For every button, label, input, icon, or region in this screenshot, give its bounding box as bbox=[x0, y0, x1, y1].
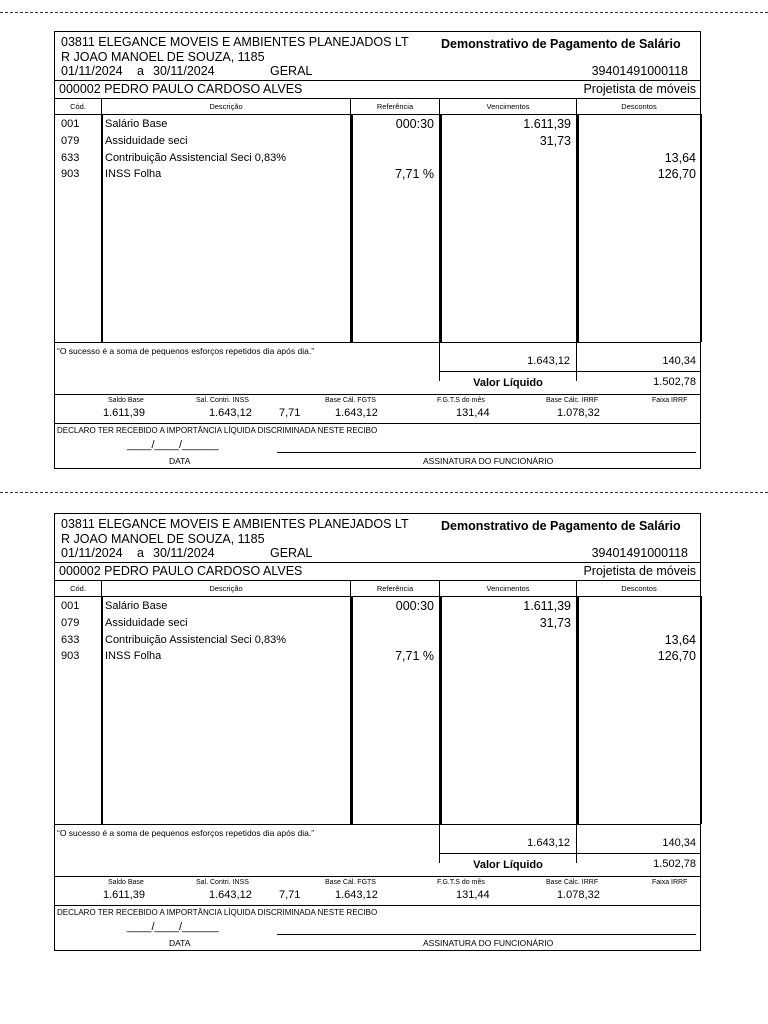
item-ref: 7,71 % bbox=[395, 649, 434, 663]
payroll-category: GERAL bbox=[270, 546, 313, 560]
company-address: R JOAO MANOEL DE SOUZA, 1185 bbox=[61, 532, 265, 546]
period-end: 30/11/2024 bbox=[153, 546, 215, 560]
signature-label: ASSINATURA DO FUNCIONÁRIO bbox=[423, 938, 554, 948]
date-blank: ____/____/______ bbox=[127, 921, 219, 933]
item-venc: 31,73 bbox=[539, 134, 571, 148]
item-cod: 001 bbox=[61, 600, 80, 612]
payslip bbox=[54, 31, 701, 469]
salario-base-value: 1.611,39 bbox=[103, 407, 146, 419]
faixa-irrf-label: Faixa IRRF bbox=[652, 397, 688, 404]
period-start: 01/11/2024 bbox=[61, 64, 123, 78]
item-desc: Contribuição Assistencial Seci 0,83% bbox=[105, 634, 286, 646]
period-start: 01/11/2024 bbox=[61, 546, 123, 560]
fgts-mes-value: 131,44 bbox=[456, 407, 490, 419]
col-header-descontos: Descontos bbox=[621, 102, 657, 111]
base-irrf-value: 1.078,32 bbox=[557, 889, 600, 901]
base-fgts-value: 1.643,12 bbox=[335, 407, 378, 419]
item-desc: INSS Folha bbox=[105, 168, 162, 180]
inss-rate-value: 7,71 bbox=[279, 407, 301, 419]
sal-contr-inss-value: 1.643,12 bbox=[209, 407, 252, 419]
item-desc: INSS Folha bbox=[105, 650, 162, 662]
footer-message: “O sucesso é a soma de pequenos esforços repetidos dia após dia.” bbox=[57, 346, 315, 356]
item-venc: 31,73 bbox=[539, 616, 571, 630]
item-cod: 633 bbox=[61, 634, 80, 646]
declaration-text: DECLARO TER RECEBIDO A IMPORTÂNCIA LÍQUIDA DISCRIMINADA NESTE RECIBO bbox=[57, 908, 378, 917]
valor-liquido: 1.502,78 bbox=[653, 376, 696, 388]
company-name: 03811 ELEGANCE MOVEIS E AMBIENTES PLANEJADOS LT bbox=[61, 35, 409, 49]
cut-line-top bbox=[0, 12, 768, 13]
company-cnpj: 39401491000118 bbox=[591, 64, 688, 78]
date-label: DATA bbox=[169, 456, 191, 466]
date-blank: ____/____/______ bbox=[127, 439, 219, 451]
employee-role: Projetista de móveis bbox=[583, 564, 696, 578]
item-desc: Contribuição Assistencial Seci 0,83% bbox=[105, 152, 286, 164]
company-address: R JOAO MANOEL DE SOUZA, 1185 bbox=[61, 50, 265, 64]
item-desconto: 13,64 bbox=[664, 633, 696, 647]
employee-name: 000002 PEDRO PAULO CARDOSO ALVES bbox=[59, 564, 303, 578]
item-venc: 1.611,39 bbox=[523, 117, 571, 131]
salario-base-value: 1.611,39 bbox=[103, 889, 146, 901]
sal-contr-inss-label: Sal. Contri. INSS bbox=[196, 879, 249, 886]
valor-liquido-label: Valor Líquido bbox=[473, 859, 543, 871]
item-desc: Salário Base bbox=[105, 600, 168, 612]
date-label: DATA bbox=[169, 938, 191, 948]
item-desc: Salário Base bbox=[105, 118, 168, 130]
signature-label: ASSINATURA DO FUNCIONÁRIO bbox=[423, 456, 554, 466]
employee-name: 000002 PEDRO PAULO CARDOSO ALVES bbox=[59, 82, 303, 96]
valor-liquido-label: Valor Líquido bbox=[473, 377, 543, 389]
company-name: 03811 ELEGANCE MOVEIS E AMBIENTES PLANEJADOS LT bbox=[61, 517, 409, 531]
item-desconto: 13,64 bbox=[664, 151, 696, 165]
total-vencimentos: 1.643,12 bbox=[527, 355, 570, 367]
item-ref: 000:30 bbox=[395, 117, 434, 131]
col-header-cod: Cód. bbox=[70, 584, 86, 593]
col-header-vencimentos: Vencimentos bbox=[486, 102, 530, 111]
item-cod: 079 bbox=[61, 135, 80, 147]
col-header-descricao: Descrição bbox=[209, 102, 243, 111]
cut-line-middle bbox=[0, 492, 768, 493]
col-header-descontos: Descontos bbox=[621, 584, 657, 593]
fgts-mes-label: F.G.T.S do mês bbox=[437, 397, 485, 404]
col-header-referencia: Referência bbox=[376, 102, 414, 111]
item-cod: 001 bbox=[61, 118, 80, 130]
item-desconto: 126,70 bbox=[657, 167, 696, 181]
valor-liquido: 1.502,78 bbox=[653, 858, 696, 870]
period-separator: a bbox=[137, 546, 144, 560]
inss-rate-value: 7,71 bbox=[279, 889, 301, 901]
col-header-cod: Cód. bbox=[70, 102, 86, 111]
sal-contr-inss-label: Sal. Contri. INSS bbox=[196, 397, 249, 404]
item-desc: Assiduidade seci bbox=[105, 135, 188, 147]
sal-contr-inss-value: 1.643,12 bbox=[209, 889, 252, 901]
doc-title: Demonstrativo de Pagamento de Salário bbox=[441, 519, 681, 533]
employee-role: Projetista de móveis bbox=[583, 82, 696, 96]
payslip bbox=[54, 513, 701, 951]
item-desconto: 126,70 bbox=[657, 649, 696, 663]
company-cnpj: 39401491000118 bbox=[591, 546, 688, 560]
footer-message: “O sucesso é a soma de pequenos esforços repetidos dia após dia.” bbox=[57, 828, 315, 838]
item-ref: 000:30 bbox=[395, 599, 434, 613]
doc-title: Demonstrativo de Pagamento de Salário bbox=[441, 37, 681, 51]
fgts-mes-label: F.G.T.S do mês bbox=[437, 879, 485, 886]
col-header-referencia: Referência bbox=[376, 584, 414, 593]
fgts-mes-value: 131,44 bbox=[456, 889, 490, 901]
base-irrf-value: 1.078,32 bbox=[557, 407, 600, 419]
item-ref: 7,71 % bbox=[395, 167, 434, 181]
base-fgts-value: 1.643,12 bbox=[335, 889, 378, 901]
item-desc: Assiduidade seci bbox=[105, 617, 188, 629]
item-cod: 079 bbox=[61, 617, 80, 629]
total-vencimentos: 1.643,12 bbox=[527, 837, 570, 849]
item-cod: 903 bbox=[61, 168, 80, 180]
col-header-descricao: Descrição bbox=[209, 584, 243, 593]
declaration-text: DECLARO TER RECEBIDO A IMPORTÂNCIA LÍQUIDA DISCRIMINADA NESTE RECIBO bbox=[57, 426, 378, 435]
total-descontos: 140,34 bbox=[662, 355, 696, 367]
base-fgts-label: Base Cál. FGTS bbox=[325, 879, 376, 886]
period-separator: a bbox=[137, 64, 144, 78]
col-header-vencimentos: Vencimentos bbox=[486, 584, 530, 593]
faixa-irrf-label: Faixa IRRF bbox=[652, 879, 688, 886]
base-fgts-label: Base Cál. FGTS bbox=[325, 397, 376, 404]
salario-base-label: Saldo Base bbox=[108, 879, 144, 886]
item-venc: 1.611,39 bbox=[523, 599, 571, 613]
period-end: 30/11/2024 bbox=[153, 64, 215, 78]
salario-base-label: Saldo Base bbox=[108, 397, 144, 404]
base-irrf-label: Base Cálc. IRRF bbox=[546, 879, 599, 886]
base-irrf-label: Base Cálc. IRRF bbox=[546, 397, 599, 404]
item-cod: 633 bbox=[61, 152, 80, 164]
payroll-category: GERAL bbox=[270, 64, 313, 78]
item-cod: 903 bbox=[61, 650, 80, 662]
total-descontos: 140,34 bbox=[662, 837, 696, 849]
